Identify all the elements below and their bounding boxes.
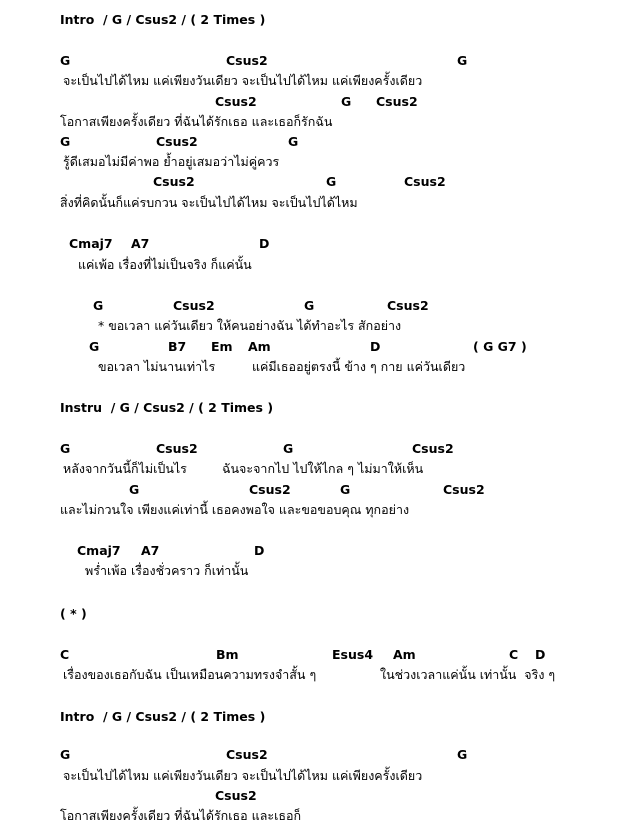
- section-intro-heading: Intro / G / Csus2 / ( 2 Times ): [60, 709, 266, 724]
- chord: D: [535, 647, 546, 662]
- chord: G: [288, 134, 299, 149]
- chord: G: [60, 441, 71, 456]
- chord: Cmaj7: [77, 543, 121, 558]
- chord: G: [60, 53, 71, 68]
- chord: G: [60, 134, 71, 149]
- chord: Csus2: [226, 53, 268, 68]
- chord: D: [254, 543, 265, 558]
- chord: Csus2: [156, 134, 198, 149]
- chord: Cmaj7: [69, 236, 113, 251]
- chord: Csus2: [215, 788, 257, 803]
- lyric-line: โอกาสเพียงครั้งเดียว ที่ฉันได้รักเธอ และเธอก็: [60, 808, 302, 823]
- chord: C: [509, 647, 519, 662]
- chord: Csus2: [215, 94, 257, 109]
- lyric-line: และไม่กวนใจ เพียงแค่เท่านี้ เธอคงพอใจ และขอขอบคุณ ทุกอย่าง: [60, 502, 410, 517]
- chord: Csus2: [156, 441, 198, 456]
- lyric-line: ฉันจะจากไป ไปให้ไกล ๆ ไม่มาให้เห็น: [222, 461, 424, 476]
- lyric-line: โอกาสเพียงครั้งเดียว ที่ฉันได้รักเธอ และเธอก็รักฉัน: [60, 114, 333, 129]
- chord: G: [283, 441, 294, 456]
- chord: G: [340, 482, 351, 497]
- chord: Csus2: [249, 482, 291, 497]
- lyric-line: ขอเวลา ไม่นานเท่าไร: [98, 359, 216, 374]
- chord: Csus2: [173, 298, 215, 313]
- chord: G: [457, 747, 468, 762]
- chord: Bm: [216, 647, 239, 662]
- chord: A7: [141, 543, 160, 558]
- chord: Csus2: [387, 298, 429, 313]
- chord: Csus2: [404, 174, 446, 189]
- lyric-line: พร่ำเพ้อ เรื่องชั่วคราว ก็เท่านั้น: [85, 563, 249, 578]
- chord: G: [457, 53, 468, 68]
- chord: G: [93, 298, 104, 313]
- lyric-line: แค่เพ้อ เรื่องที่ไม่เป็นจริง ก็แค่นั้น: [78, 257, 252, 272]
- lyric-line: รู้ดีเสมอไม่มีค่าพอ ย้ำอยู่เสมอว่าไม่คู่ควร: [63, 154, 280, 169]
- chord: G: [341, 94, 352, 109]
- chord: Am: [393, 647, 416, 662]
- lyric-line: จะเป็นไปได้ไหม แค่เพียงวันเดียว จะเป็นไปได้ไหม แค่เพียงครั้งเดียว: [63, 768, 423, 783]
- repeat-marker: ( * ): [60, 606, 87, 621]
- chord: Csus2: [443, 482, 485, 497]
- lyric-line: ในช่วงเวลาแค่นั้น เท่านั้น จริง ๆ: [380, 667, 556, 682]
- lyric-line: สิ่งที่คิดนั้นก็แค่รบกวน จะเป็นไปได้ไหม จะเป็นไปได้ไหม: [60, 195, 358, 210]
- lyric-line: แค่มีเธออยู่ตรงนี้ ข้าง ๆ กาย แค่วันเดียว: [252, 359, 466, 374]
- chord: Csus2: [153, 174, 195, 189]
- chord: ( G G7 ): [473, 339, 527, 354]
- chord: G: [326, 174, 337, 189]
- chord: C: [60, 647, 70, 662]
- lyric-line: เรื่องของเธอกับฉัน เป็นเหมือนความทรงจำสั้น ๆ: [63, 667, 317, 682]
- section-intro-heading: Intro / G / Csus2 / ( 2 Times ): [60, 12, 266, 27]
- chord: Csus2: [412, 441, 454, 456]
- lyric-line: * ขอเวลา แค่วันเดียว ให้คนอย่างฉัน ได้ทำอะไร สักอย่าง: [98, 318, 402, 333]
- chord: Csus2: [226, 747, 268, 762]
- section-instru-heading: Instru / G / Csus2 / ( 2 Times ): [60, 400, 274, 415]
- chord: Am: [248, 339, 271, 354]
- chord: G: [129, 482, 140, 497]
- chord: B7: [168, 339, 187, 354]
- chord: Em: [211, 339, 233, 354]
- chord: G: [60, 747, 71, 762]
- chord: G: [89, 339, 100, 354]
- chord: D: [259, 236, 270, 251]
- lyric-line: จะเป็นไปได้ไหม แค่เพียงวันเดียว จะเป็นไปได้ไหม แค่เพียงครั้งเดียว: [63, 73, 423, 88]
- chord: Esus4: [332, 647, 374, 662]
- chord: G: [304, 298, 315, 313]
- lyric-line: หลังจากวันนี้ก็ไม่เป็นไร: [63, 461, 187, 476]
- chord: D: [370, 339, 381, 354]
- chord: A7: [131, 236, 150, 251]
- chord: Csus2: [376, 94, 418, 109]
